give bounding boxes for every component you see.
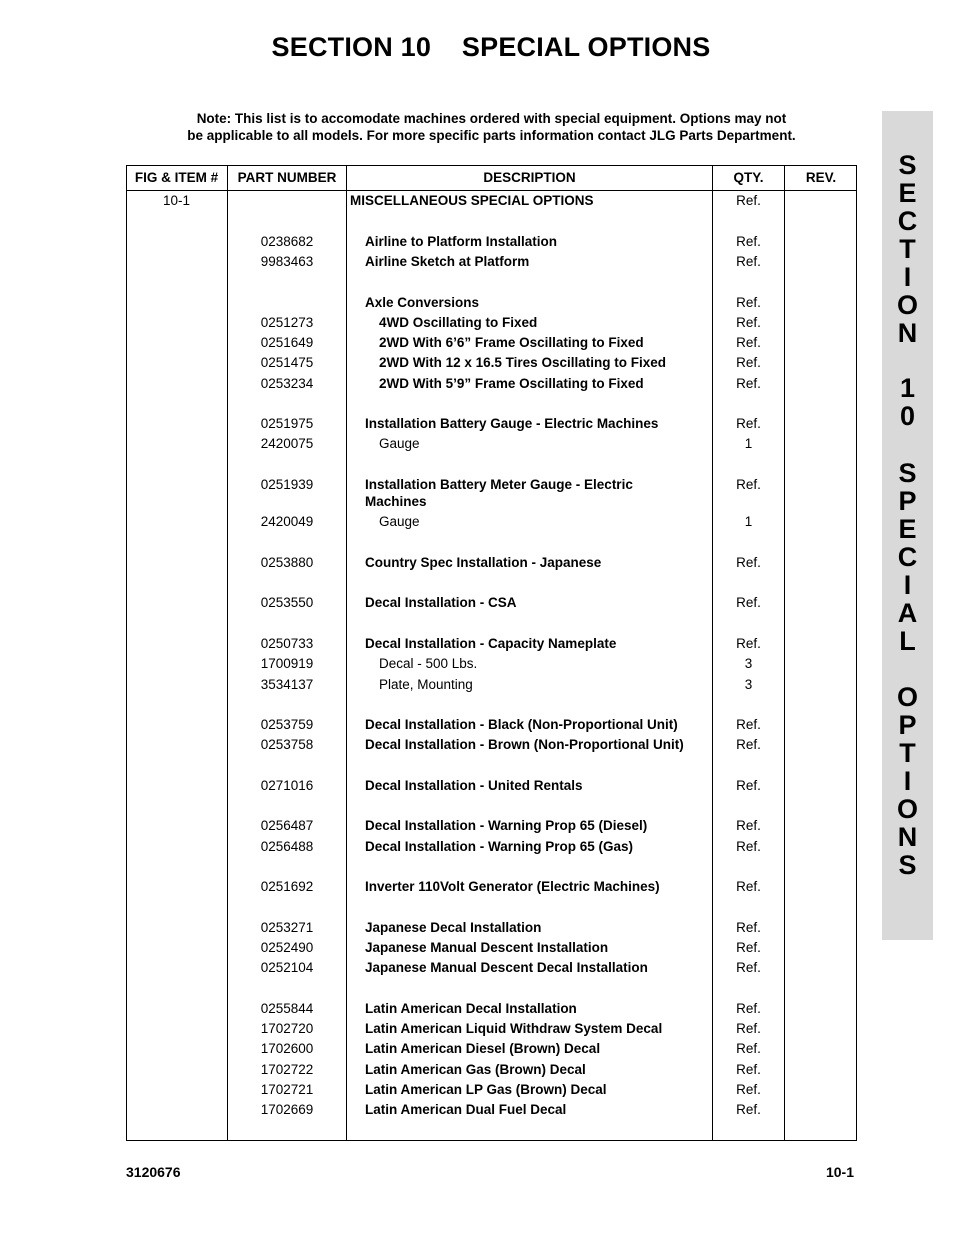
parts-table xyxy=(126,165,857,1141)
column-divider xyxy=(712,165,713,1141)
cell-description: Japanese Manual Descent Installation xyxy=(365,940,609,955)
cell-description: Japanese Manual Descent Decal Installation xyxy=(365,960,648,975)
cell-part-number: 0251475 xyxy=(260,355,314,370)
cell-description: Decal Installation - Black (Non-Proportional Unit) xyxy=(365,717,678,732)
cell-description: Gauge xyxy=(379,514,420,529)
cell-qty: Ref. xyxy=(736,315,761,330)
cell-description: Installation Battery Meter Gauge - Electric xyxy=(365,477,633,492)
cell-part-number: 1700919 xyxy=(260,656,314,671)
header-fig-item: FIG & ITEM # xyxy=(134,170,219,185)
cell-qty: Ref. xyxy=(736,1062,761,1077)
cell-part-number: 1702600 xyxy=(260,1041,314,1056)
side-tab-letter: 1 xyxy=(899,373,916,403)
cell-description: 2WD With 12 x 16.5 Tires Oscillating to Fixed xyxy=(379,355,666,370)
cell-qty: Ref. xyxy=(736,355,761,370)
cell-qty: Ref. xyxy=(736,335,761,350)
cell-description: Decal Installation - Warning Prop 65 (Diesel) xyxy=(365,818,648,833)
header-rev: REV. xyxy=(805,170,837,185)
cell-qty: 1 xyxy=(744,514,753,529)
cell-part-number: 0251939 xyxy=(260,477,314,492)
cell-part-number: 9983463 xyxy=(260,254,314,269)
cell-part-number: 0253758 xyxy=(260,737,314,752)
cell-qty: Ref. xyxy=(736,234,761,249)
cell-description: MISCELLANEOUS SPECIAL OPTIONS xyxy=(350,193,594,208)
cell-part-number: 0271016 xyxy=(260,778,314,793)
cell-qty: 1 xyxy=(744,436,753,451)
cell-part-number: 2420049 xyxy=(260,514,314,529)
cell-description: Decal - 500 Lbs. xyxy=(379,656,478,671)
cell-description: Latin American LP Gas (Brown) Decal xyxy=(365,1082,607,1097)
cell-part-number: 0250733 xyxy=(260,636,314,651)
cell-description: Japanese Decal Installation xyxy=(365,920,542,935)
cell-description: Latin American Decal Installation xyxy=(365,1001,577,1016)
cell-qty: Ref. xyxy=(736,1041,761,1056)
cell-part-number: 0238682 xyxy=(260,234,314,249)
cell-qty: Ref. xyxy=(736,595,761,610)
cell-qty: Ref. xyxy=(736,295,761,310)
cell-part-number: 3534137 xyxy=(260,677,314,692)
cell-part-number: 0252104 xyxy=(260,960,314,975)
cell-description: Latin American Liquid Withdraw System Decal xyxy=(365,1021,663,1036)
cell-qty: Ref. xyxy=(736,920,761,935)
cell-description: Plate, Mounting xyxy=(379,677,473,692)
cell-part-number: 2420075 xyxy=(260,436,314,451)
cell-description: 4WD Oscillating to Fixed xyxy=(379,315,538,330)
cell-part-number: 0256488 xyxy=(260,839,314,854)
cell-part-number: 0253234 xyxy=(260,376,314,391)
cell-description: Country Spec Installation - Japanese xyxy=(365,555,602,570)
footer-doc-number: 3120676 xyxy=(126,1164,181,1180)
cell-qty: Ref. xyxy=(736,254,761,269)
cell-qty: Ref. xyxy=(736,818,761,833)
side-tab-letter: P xyxy=(898,486,917,516)
side-tab-letter: S xyxy=(898,458,917,488)
cell-description-continued: Machines xyxy=(365,494,427,509)
cell-description: Decal Installation - Capacity Nameplate xyxy=(365,636,617,651)
cell-qty: Ref. xyxy=(736,737,761,752)
page-title: SECTION 10 SPECIAL OPTIONS xyxy=(271,32,711,62)
side-tab-letter: 0 xyxy=(899,401,916,431)
cell-description: Inverter 110Volt Generator (Electric Machines) xyxy=(365,879,660,894)
cell-fig: 10-1 xyxy=(162,193,191,208)
cell-part-number: 0256487 xyxy=(260,818,314,833)
side-tab-letter: S xyxy=(898,150,917,180)
cell-qty: Ref. xyxy=(736,1082,761,1097)
section-side-tab xyxy=(882,111,933,940)
note-line-2: be applicable to all models. For more specific parts information contact JLG Parts Department. xyxy=(187,128,796,143)
cell-part-number: 1702720 xyxy=(260,1021,314,1036)
cell-description: Decal Installation - United Rentals xyxy=(365,778,583,793)
cell-qty: 3 xyxy=(744,677,753,692)
column-divider xyxy=(227,165,228,1141)
side-tab-letter: N xyxy=(897,318,918,348)
side-tab-letter: O xyxy=(896,290,918,320)
cell-qty: Ref. xyxy=(736,1001,761,1016)
side-tab-letter: P xyxy=(898,710,917,740)
cell-qty: Ref. xyxy=(736,636,761,651)
side-tab-letter: S xyxy=(898,850,917,880)
cell-description: Decal Installation - Brown (Non-Proportional Unit) xyxy=(365,737,684,752)
cell-description: Decal Installation - CSA xyxy=(365,595,517,610)
cell-qty: Ref. xyxy=(736,555,761,570)
cell-qty: Ref. xyxy=(736,717,761,732)
cell-description: Latin American Diesel (Brown) Decal xyxy=(365,1041,601,1056)
side-tab-letter: I xyxy=(903,766,912,796)
cell-qty: Ref. xyxy=(736,940,761,955)
cell-qty: Ref. xyxy=(736,839,761,854)
cell-description: Decal Installation - Warning Prop 65 (Gas) xyxy=(365,839,634,854)
cell-description: Airline to Platform Installation xyxy=(365,234,558,249)
cell-description: Gauge xyxy=(379,436,420,451)
cell-qty: Ref. xyxy=(736,477,761,492)
side-tab-letter: L xyxy=(899,626,916,656)
side-tab-letter: O xyxy=(896,794,918,824)
cell-description: 2WD With 5’9” Frame Oscillating to Fixed xyxy=(379,376,644,391)
header-divider xyxy=(126,190,857,191)
cell-qty: 3 xyxy=(744,656,753,671)
side-tab-letter: I xyxy=(903,570,912,600)
cell-part-number: 0253550 xyxy=(260,595,314,610)
side-tab-letter: A xyxy=(897,598,918,628)
cell-description: Latin American Dual Fuel Decal xyxy=(365,1102,567,1117)
side-tab-letter: T xyxy=(899,738,916,768)
cell-description: Latin American Gas (Brown) Decal xyxy=(365,1062,586,1077)
cell-qty: Ref. xyxy=(736,193,761,208)
cell-part-number: 0253271 xyxy=(260,920,314,935)
cell-description: Airline Sketch at Platform xyxy=(365,254,530,269)
cell-description: Installation Battery Gauge - Electric Machines xyxy=(365,416,659,431)
cell-part-number: 0252490 xyxy=(260,940,314,955)
cell-qty: Ref. xyxy=(736,960,761,975)
side-tab-letter: C xyxy=(897,542,918,572)
side-tab-letter: I xyxy=(903,262,912,292)
cell-part-number: 0253880 xyxy=(260,555,314,570)
cell-part-number: 0251649 xyxy=(260,335,314,350)
cell-description: Axle Conversions xyxy=(365,295,480,310)
note-line-1: Note: This list is to accomodate machines ordered with special equipment. Options may not xyxy=(196,111,787,126)
cell-part-number: 1702722 xyxy=(260,1062,314,1077)
cell-qty: Ref. xyxy=(736,376,761,391)
side-tab-letter: E xyxy=(898,178,917,208)
side-tab-letter: T xyxy=(899,234,916,264)
cell-qty: Ref. xyxy=(736,1021,761,1036)
column-divider xyxy=(346,165,347,1141)
column-divider xyxy=(784,165,785,1141)
side-tab-letter: N xyxy=(897,822,918,852)
cell-qty: Ref. xyxy=(736,778,761,793)
cell-part-number: 0251273 xyxy=(260,315,314,330)
cell-part-number: 0251692 xyxy=(260,879,314,894)
cell-description: 2WD With 6’6” Frame Oscillating to Fixed xyxy=(379,335,644,350)
cell-qty: Ref. xyxy=(736,879,761,894)
cell-qty: Ref. xyxy=(736,416,761,431)
cell-part-number: 1702721 xyxy=(260,1082,314,1097)
cell-part-number: 0255844 xyxy=(260,1001,314,1016)
side-tab-letter: O xyxy=(896,682,918,712)
side-tab-letter: C xyxy=(897,206,918,236)
footer-page-number: 10-1 xyxy=(825,1164,854,1180)
cell-part-number: 1702669 xyxy=(260,1102,314,1117)
cell-qty: Ref. xyxy=(736,1102,761,1117)
side-tab-letter: E xyxy=(898,514,917,544)
header-description: DESCRIPTION xyxy=(483,170,576,185)
header-qty: QTY. xyxy=(733,170,764,185)
cell-part-number: 0251975 xyxy=(260,416,314,431)
cell-part-number: 0253759 xyxy=(260,717,314,732)
header-part-number: PART NUMBER xyxy=(237,170,337,185)
